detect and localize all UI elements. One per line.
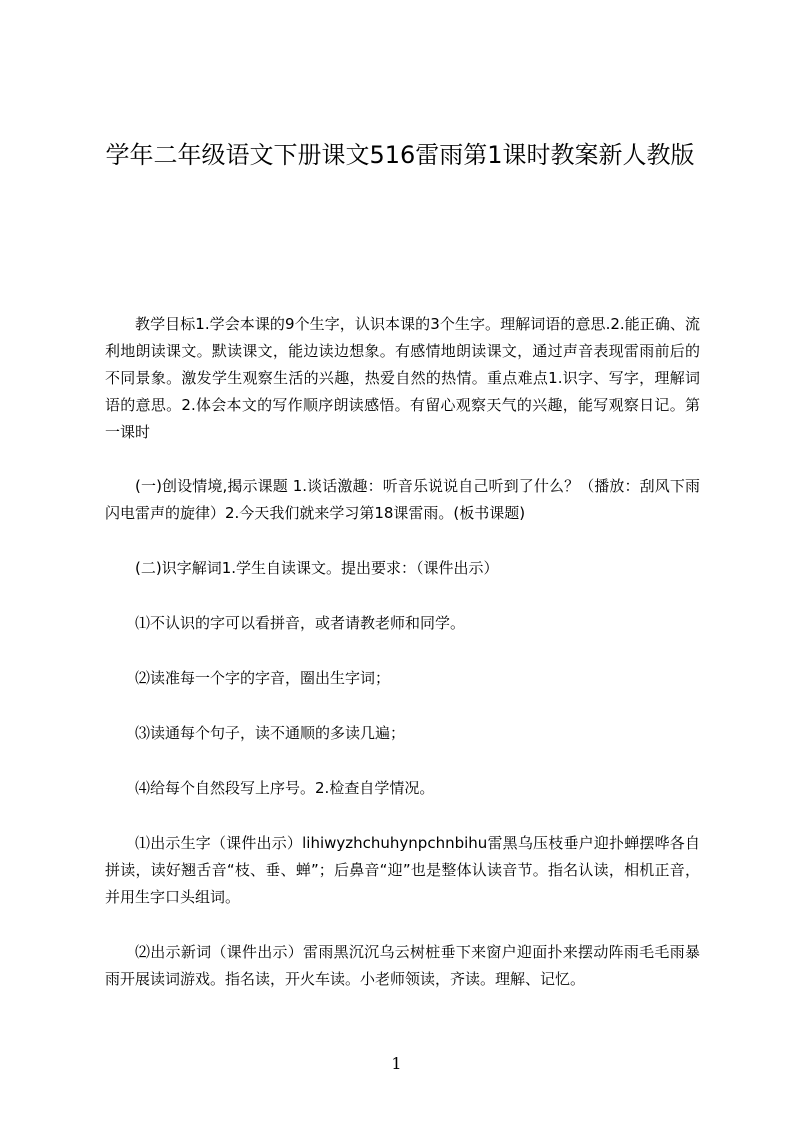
document-body <box>105 311 700 1021</box>
paragraph-item-2: ⑵读准每一个字的字音，圈出生字词； <box>135 669 391 687</box>
paragraph-show-characters: ⑴出示生字（课件出示）lihiwyzhchuhynpchnbihu雷黑乌压枝垂户迎扑蝉摆哗各自拼读，读好翘舌音“枝、垂、蝉”；后鼻音“迎”也是整体认读音节。指名认读，相机正音，并用生字口头组词。 <box>105 834 700 906</box>
paragraph-show-words: ⑵出示新词（课件出示）雷雨黑沉沉乌云树桩垂下来窗户迎面扑来摆动阵雨毛毛雨暴雨开展读词游戏。指名读，开火车读。小老师领读，齐读。理解、记忆。 <box>105 943 700 988</box>
paragraph-situation: (一)创设情境,揭示课题 1.谈话激趣：听音乐说说自己听到了什么？（播放：刮风下雨闪电雷声的旋律）2.今天我们就来学习第18课雷雨。(板书课题) <box>105 477 700 522</box>
paragraph-item-4: ⑷给每个自然段写上序号。2.检查自学情况。 <box>135 779 435 797</box>
paragraph-item-3: ⑶读通每个句子，读不通顺的多读几遍； <box>135 724 406 742</box>
paragraph-literacy: (二)识字解词1.学生自读课文。提出要求：（课件出示） <box>135 559 499 577</box>
paragraph-objectives: 教学目标1.学会本课的9个生字，认识本课的3个生字。理解词语的意思.2.能正确、流利地朗读课文。默读课文，能边读边想象。有感情地朗读课文，通过声音表现雷雨前后的不同景象。激发学生观察生活的兴趣，热爱自然的热情。重点难点1.识字、写字，理解词语的意思。2.体会本文的写作顺序朗读感悟。有留心观察天气的兴趣，能写观察日记。第一课时 <box>105 315 700 441</box>
document-title: 学年二年级语文下册课文516雷雨第1课时教案新人教版 <box>105 141 695 169</box>
page-number: 1 <box>391 1054 402 1073</box>
paragraph-item-1: ⑴不认识的字可以看拼音，或者请教老师和同学。 <box>135 614 466 632</box>
